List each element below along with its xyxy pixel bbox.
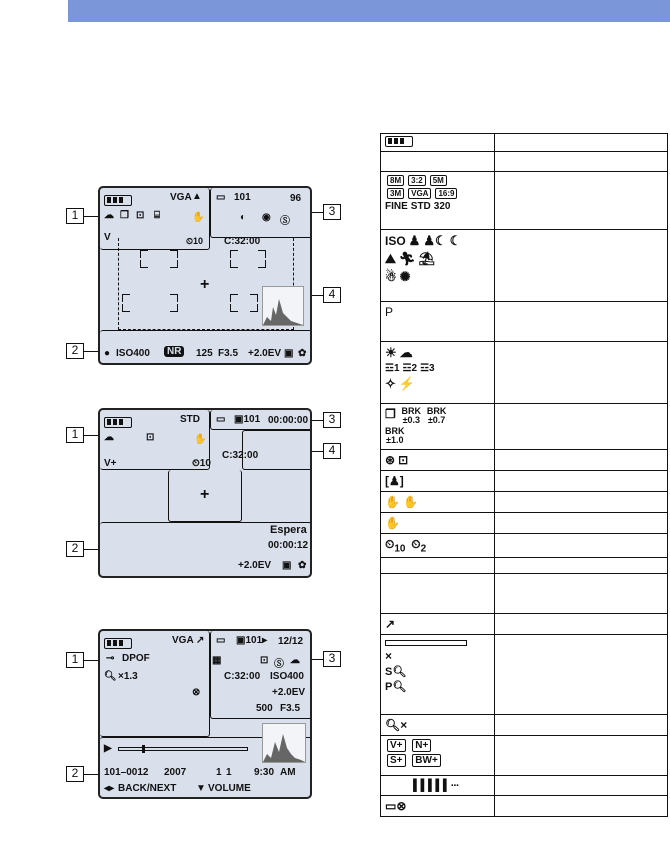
histogram-graph (263, 287, 303, 325)
fireworks-icon: ✺ (399, 269, 411, 284)
shake-warning-icon: ✋ (385, 516, 400, 530)
back-next-arrows: ◂▸ (104, 783, 115, 794)
back-next-label: BACK/NEXT (118, 783, 177, 794)
af-mode-icon: ▣ (282, 560, 292, 571)
precision-zoom-icon: P🔍︎ (385, 681, 407, 694)
brk-label: BRK (385, 426, 405, 436)
playback-zoom-icon: 🔍︎× (385, 718, 408, 733)
table-cell-desc (495, 776, 668, 796)
callout-2: 2 (66, 343, 84, 359)
iso: ISO400 (116, 348, 150, 359)
battery-icon (104, 192, 132, 210)
histogram-graph (263, 724, 305, 762)
metering-icon: ⊡ (146, 432, 155, 443)
brk-value: ±0.7 (427, 415, 446, 425)
steadyshot-on-icon: ✋ (385, 495, 400, 509)
twilight-portrait-icon: ♟☾ (423, 233, 447, 248)
capacity: C:32:00 (222, 450, 259, 461)
callout-leader (84, 216, 98, 217)
table-cell-icons (381, 513, 495, 534)
protect-icon: ⊸ (106, 653, 115, 664)
timer-value: 2 (420, 543, 427, 555)
movie-icon: ▦ (212, 655, 222, 666)
folder-icon: 101 (234, 192, 251, 203)
callout-leader (84, 660, 98, 661)
volume-arrow: ▼ (196, 783, 206, 794)
rec-time: 9:30 (254, 767, 275, 778)
scene-cloud-icon: ☁ (104, 210, 114, 221)
brk-value: ±0.3 (402, 415, 421, 425)
exposure-value: +2.0EV (272, 687, 306, 698)
wb-fluorescent-2-icon: ☲2 (402, 363, 418, 374)
table-row (381, 404, 668, 450)
scene-cloud-icon: ☁ (104, 432, 114, 443)
zoom-scale-bar (385, 640, 467, 646)
color-mode-letter: S (390, 755, 397, 767)
table-cell-desc (495, 574, 668, 614)
callout-leader (84, 774, 98, 775)
multi-metering-icon: ⊛ (385, 453, 396, 467)
brk-label: BRK (426, 406, 447, 416)
smart-zoom-icon: S🔍︎ (385, 666, 407, 679)
self-timer: ⏲10 (186, 236, 204, 246)
macro-icon: ✿ (298, 348, 307, 359)
table-cell-desc (495, 736, 668, 776)
table-cell-desc (495, 513, 668, 534)
folder-number: 101 (245, 635, 263, 646)
table-cell-icons (381, 471, 495, 492)
table-cell-desc (495, 230, 668, 302)
self-timer-value: 10 (193, 236, 204, 246)
af-bracket (258, 250, 266, 258)
rec-ampm: AM (280, 767, 296, 778)
brk-07-icon (427, 407, 447, 425)
brk-10-icon (385, 427, 405, 445)
image-size-icon: VGA (172, 635, 194, 646)
pictbridge-icon: ↗ (196, 635, 205, 646)
pictbridge-icon: ↗ (385, 617, 396, 632)
callout-leader (312, 659, 323, 660)
af-bracket (230, 304, 238, 312)
table-row (381, 302, 668, 342)
wb-daylight-icon: ☀ (385, 345, 397, 360)
self-timer: ⏲10 (192, 458, 211, 469)
dpof-label: DPOF (122, 653, 150, 664)
brk-label: BRK (401, 406, 422, 416)
iso-icon: ISO (385, 234, 406, 248)
face-detect-icon: ⌸ (154, 210, 160, 221)
table-cell-icons (381, 558, 495, 574)
shutter-speed: 500 (256, 703, 273, 714)
table-cell-desc (495, 342, 668, 404)
color-mode-letter: BW (415, 755, 432, 767)
card-icon: ▭ (216, 635, 226, 646)
table-cell-icons (381, 534, 495, 558)
size-3m-icon: 3M (387, 188, 404, 199)
quality-fine-icon: FINE (385, 201, 408, 212)
table-cell-desc (495, 450, 668, 471)
steadyshot-off-icon: ✋ (402, 495, 418, 509)
movie-quality: STD (180, 414, 200, 425)
table-cell-icons (381, 404, 495, 450)
screen-recording-movie (98, 408, 312, 578)
callout-leader (84, 549, 98, 550)
table-cell-desc (495, 492, 668, 513)
folder-icon: ▣101 (234, 414, 261, 425)
vivid-plus-icon: V+ (104, 458, 117, 469)
callout-1: 1 (66, 652, 84, 668)
table-cell-icons (381, 796, 495, 817)
card-icon: ▭ (216, 414, 226, 425)
remaining-time: 00:00:12 (268, 540, 309, 551)
playback-position[interactable] (142, 745, 145, 753)
screen-playback (98, 629, 312, 799)
callout-1: 1 (66, 208, 84, 224)
screen-recording-still (98, 186, 312, 365)
table-cell-desc (495, 152, 668, 172)
table-cell-icons (381, 614, 495, 635)
table-row (381, 534, 668, 558)
vivid-plus-icon: V+ (387, 739, 406, 752)
table-row (381, 513, 668, 534)
table-cell-icons (381, 450, 495, 471)
color-mode-letter: V (390, 740, 397, 752)
rec-dot: ● (104, 348, 111, 359)
size-16-9-icon: 16:9 (435, 188, 457, 199)
snow-icon: ☃ (385, 269, 397, 284)
af-bracket (140, 260, 148, 268)
callout-2: 2 (66, 541, 84, 557)
aperture: F3.5 (218, 348, 239, 359)
af-bracket (250, 304, 258, 312)
volume-label: VOLUME (208, 783, 251, 794)
timer-value: 10 (394, 543, 406, 555)
af-bracket (122, 294, 130, 302)
burst-icon: ❐ (120, 210, 129, 221)
af-bracket (170, 304, 178, 312)
rec-year: 2007 (164, 767, 187, 778)
table-cell-desc (495, 614, 668, 635)
iso: ISO400 (270, 671, 304, 682)
table-cell-desc (495, 558, 668, 574)
table-row (381, 614, 668, 635)
table-row (381, 471, 668, 492)
volume-bars-icon: ▍▍▍▍▍··· (413, 780, 459, 793)
wb-incandescent-icon: ✧ (385, 376, 396, 391)
table-cell-icons (381, 715, 495, 736)
burst-icon: ❐ (385, 407, 396, 421)
table-row (381, 172, 668, 230)
table-cell-icons (381, 635, 495, 715)
callout-1: 1 (66, 427, 84, 443)
table-row (381, 492, 668, 513)
natural-plus-icon: N+ (412, 739, 431, 752)
table-row (381, 152, 668, 172)
table-cell-desc (495, 302, 668, 342)
metering-icon: ⊡ (136, 210, 145, 221)
table-cell-desc (495, 635, 668, 715)
exposure-value: +2.0EV (238, 560, 272, 571)
program-auto-icon: P (385, 305, 394, 319)
battery-icon (104, 414, 132, 432)
bw-plus-icon: BW+ (412, 754, 441, 767)
wb-flash-icon: ⚡ (398, 376, 416, 391)
vivid-icon: V (104, 232, 111, 243)
landscape-icon: ⛰ (385, 251, 396, 266)
table-cell-icons (381, 230, 495, 302)
histogram (262, 723, 306, 763)
table-row (381, 134, 668, 152)
callout-leader (84, 351, 98, 352)
nr-badge: NR (164, 346, 184, 357)
card-icon: ▭ (216, 192, 226, 203)
table-cell-icons (381, 776, 495, 796)
scene-cloud-icon: ☁ (290, 655, 300, 666)
rec-month: 1 (216, 767, 222, 778)
af-bracket (230, 294, 238, 302)
table-cell-icons (381, 574, 495, 614)
wb-fluorescent-3-icon: ☲3 (420, 363, 435, 374)
table-row (381, 574, 668, 614)
capacity: C:32:00 (224, 671, 261, 682)
precision-zoom-letter: P (385, 681, 393, 694)
zoom-x-icon: × (385, 649, 393, 664)
playback-bar[interactable] (118, 747, 248, 751)
callout-3: 3 (323, 412, 341, 428)
table-cell-icons (381, 492, 495, 513)
table-cell-icons (381, 172, 495, 230)
folder-icon: ▣101▸ (236, 635, 268, 646)
exposure-value: +2.0EV (248, 348, 282, 359)
landscape-icon: ▲ (192, 191, 202, 202)
af-bracket (140, 250, 148, 258)
histogram (262, 286, 304, 326)
size-3-2-icon: 3:2 (408, 175, 426, 186)
rec-day: 1 (226, 767, 232, 778)
battery-icon (104, 635, 132, 653)
table-row (381, 715, 668, 736)
af-bracket (250, 294, 258, 302)
sports-icon: 🏃︎ (398, 251, 416, 266)
table-row (381, 230, 668, 302)
brk-03-icon (402, 407, 422, 425)
table-row (381, 450, 668, 471)
table-row (381, 635, 668, 715)
no-card-icon: ▭⊗ (385, 799, 407, 814)
header-bar (68, 0, 670, 22)
wb-fluorescent-1-icon: ☲1 (385, 363, 400, 374)
table-cell-desc (495, 404, 668, 450)
face-detection-icon: [♟] (385, 474, 404, 488)
size-8m-icon: 8M (387, 175, 404, 186)
table-row (381, 736, 668, 776)
callout-4: 4 (323, 443, 341, 459)
file-number: 101–0012 (104, 767, 149, 778)
table-row (381, 558, 668, 574)
beach-icon: ⛱ (418, 251, 435, 266)
table-cell-icons (381, 342, 495, 404)
af-mode-icon: ▣ (284, 348, 294, 359)
redeye-on-icon: ◐ (240, 212, 247, 223)
no-card-icon: ⊗ (192, 687, 201, 698)
brk-value: ±1.0 (386, 435, 404, 445)
table-cell-icons (381, 736, 495, 776)
table-cell-icons (381, 152, 495, 172)
table-cell-desc (495, 534, 668, 558)
table-cell-desc (495, 134, 668, 152)
callout-3: 3 (323, 204, 341, 220)
spot-metering-cross: + (200, 486, 210, 503)
af-bracket (258, 260, 266, 268)
callout-leader (312, 212, 323, 213)
capacity: C:32:00 (224, 236, 261, 247)
macro-icon: ✿ (298, 560, 307, 571)
icon-reference-table (380, 133, 668, 817)
spot-metering-icon: ⊡ (398, 453, 409, 467)
table-row (381, 776, 668, 796)
flash-icon: Ⓢ (274, 659, 284, 670)
af-bracket (170, 294, 178, 302)
eye-icon: ◉ (262, 212, 271, 223)
shots-remaining: 96 (290, 193, 302, 204)
self-timer-2-icon: $⏲_2$ (411, 537, 427, 555)
aperture: F3.5 (280, 703, 301, 714)
size-vga-icon: VGA (408, 188, 431, 199)
callout-4: 4 (323, 287, 341, 303)
steadyshot-icon: ✋ (192, 212, 205, 223)
image-count: 12/12 (278, 636, 304, 647)
flash-icon: Ⓢ (280, 216, 290, 227)
table-row (381, 796, 668, 817)
af-bracket (170, 250, 178, 258)
portrait-icon: ♟ (408, 233, 421, 248)
zoom-icon: 🔍︎ (104, 671, 117, 682)
table-row (381, 342, 668, 404)
image-size-icon: VGA (170, 192, 192, 203)
quality-std-icon: STD (410, 201, 431, 212)
standby-label: Espera (270, 524, 307, 536)
shutter-speed: 125 (196, 348, 213, 359)
callout-leader (312, 420, 323, 421)
rec-time: 00:00:00 (268, 415, 309, 426)
table-cell-desc (495, 796, 668, 817)
twilight-icon: ☾ (449, 233, 462, 248)
table-cell-icons (381, 302, 495, 342)
callout-leader (84, 435, 98, 436)
zoom-scale: ×1.3 (118, 671, 138, 682)
table-cell-desc (495, 715, 668, 736)
self-timer-10-icon: $⏲_{10}$ (385, 537, 406, 555)
af-bracket (230, 250, 238, 258)
table-cell-desc (495, 471, 668, 492)
spot-metering-cross: + (200, 276, 210, 293)
callout-2: 2 (66, 766, 84, 782)
af-bracket (230, 260, 238, 268)
play-icon[interactable]: ▶ (104, 743, 112, 754)
sepia-plus-icon: S+ (387, 754, 406, 767)
wb-cloudy-icon: ☁ (399, 345, 413, 360)
metering-icon: ⊡ (260, 655, 269, 666)
af-bracket (170, 260, 178, 268)
battery-icon (385, 136, 413, 147)
size-5m-icon: 5M (430, 175, 447, 186)
table-cell-icons (381, 134, 495, 152)
color-mode-letter: N (415, 740, 423, 752)
smart-zoom-letter: S (385, 666, 393, 679)
callout-3: 3 (323, 651, 341, 667)
steadyshot-icon: ✋ (194, 434, 207, 445)
af-bracket (122, 304, 130, 312)
table-cell-desc (495, 172, 668, 230)
quality-320-icon: 320 (433, 201, 451, 212)
